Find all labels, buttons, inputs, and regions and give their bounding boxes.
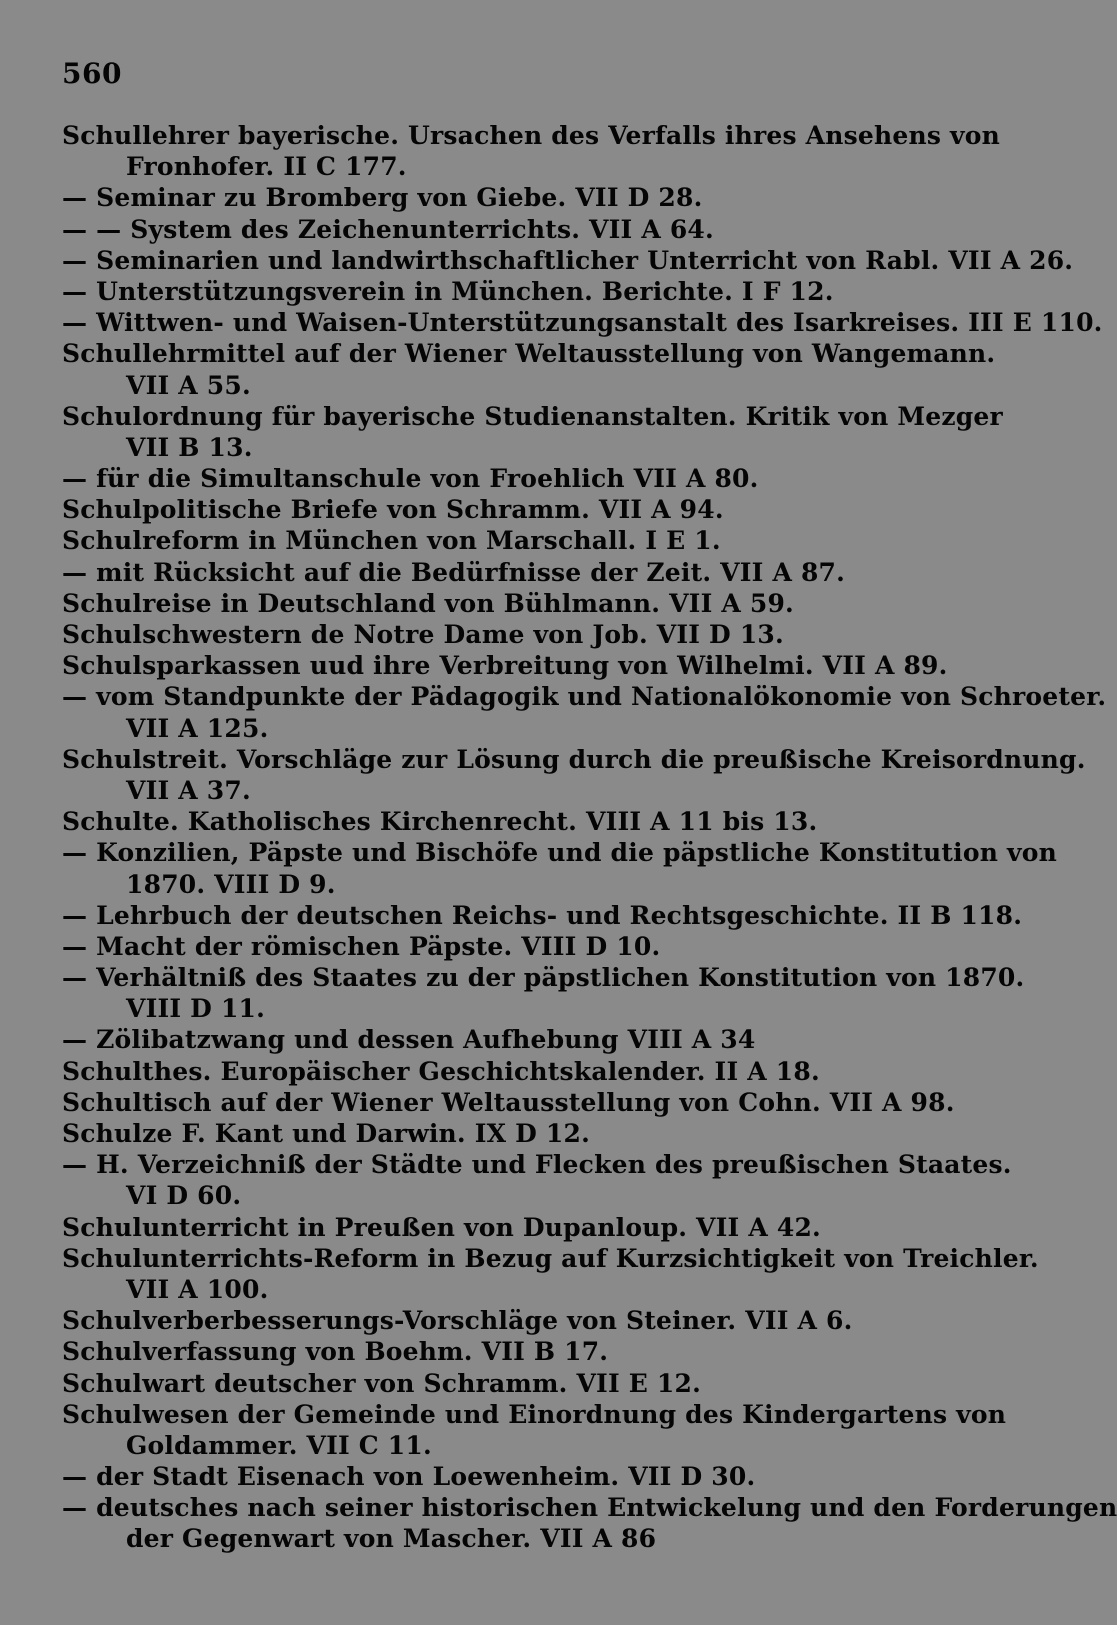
index-entry-line: Schulwart deutscher von Schramm. VII E 12. — [62, 1368, 701, 1398]
index-entry-continuation: VII A 125. — [126, 713, 269, 743]
index-entry-line: Schulthes. Europäischer Geschichtskalender. II A 18. — [62, 1056, 820, 1086]
index-entry-line: Schulstreit. Vorschläge zur Lösung durch die preußische Kreisordnung. — [62, 744, 1086, 774]
index-entry-continuation: Fronhofer. II C 177. — [126, 152, 407, 182]
index-entry-line: — Verhältniß des Staates zu der päpstlichen Konstitution von 1870. — [62, 963, 1025, 993]
index-entry-line: Schulreise in Deutschland von Bühlmann. VII A 59. — [62, 588, 794, 618]
index-entry-line: Schultisch auf der Wiener Weltausstellung von Cohn. VII A 98. — [62, 1087, 955, 1117]
page-number: 560 — [62, 57, 122, 90]
index-entry-line: — vom Standpunkte der Pädagogik und Nationalökonomie von Schroeter. — [62, 682, 1107, 712]
index-entry-line: Schulunterrichts-Reform in Bezug auf Kurzsichtigkeit von Treichler. — [62, 1243, 1039, 1273]
index-entry-continuation: VII B 13. — [126, 432, 253, 462]
index-entry-continuation: VI D 60. — [126, 1181, 242, 1211]
index-entry-continuation: VIII D 11. — [126, 994, 266, 1024]
index-entry-line: Schulsparkassen uud ihre Verbreitung von Wilhelmi. VII A 89. — [62, 651, 948, 681]
index-entry-line: Schulschwestern de Notre Dame von Job. VII D 13. — [62, 620, 784, 649]
index-entry-continuation: VII A 55. — [126, 370, 251, 400]
index-entry-line: — Seminar zu Bromberg von Giebe. VII D 28. — [62, 183, 703, 213]
index-entry-line: Schulte. Katholisches Kirchenrecht. VIII A 11 bis 13. — [62, 807, 818, 837]
index-entry-continuation: VII A 100. — [126, 1274, 269, 1304]
index-entry-line: Schulwesen der Gemeinde und Einordnung des Kindergartens von — [62, 1399, 1007, 1429]
index-entry-line: — Unterstützungsverein in München. Berichte. I F 12. — [62, 276, 834, 306]
index-entry-line: Schulverfassung von Boehm. VII B 17. — [62, 1337, 609, 1367]
index-entry-line: — Konzilien, Päpste und Bischöfe und die päpstliche Konstitution von — [62, 838, 1057, 868]
index-entry-line: — mit Rücksicht auf die Bedürfnisse der Zeit. VII A 87. — [62, 557, 846, 587]
index-entry-line: — H. Verzeichniß der Städte und Flecken des preußischen Staates. — [62, 1150, 1012, 1180]
index-entry-line: Schullehrer bayerische. Ursachen des Verfalls ihres Ansehens von — [62, 121, 1001, 150]
index-entry-line: — Zölibatzwang und dessen Aufhebung VIII A 34 — [62, 1025, 756, 1055]
index-entry-line: Schullehrmittel auf der Wiener Weltausstellung von Wangemann. — [62, 339, 996, 369]
index-entry-line: — — System des Zeichenunterrichts. VII A 64. — [62, 214, 714, 244]
index-entry-continuation: Goldammer. VII C 11. — [126, 1430, 432, 1460]
index-entry-line: Schulunterricht in Preußen von Dupanloup. VII A 42. — [62, 1212, 821, 1242]
index-entry-line: Schulordnung für bayerische Studienanstalten. Kritik von Mezger — [62, 401, 1003, 431]
index-entry-line: — der Stadt Eisenach von Loewenheim. VII D 30. — [62, 1462, 756, 1492]
index-entry-line: — Wittwen- und Waisen-Unterstützungsanstalt des Isarkreises. III E 110. — [62, 308, 1103, 338]
index-entry-line: Schulreform in München von Marschall. I E 1. — [62, 526, 721, 556]
index-entry-continuation: VII A 37. — [126, 775, 251, 805]
index-entries — [62, 120, 1117, 1555]
index-entry-line: Schulverberbesserungs-Vorschläge von Steiner. VII A 6. — [62, 1306, 853, 1336]
index-entry-line: Schulpolitische Briefe von Schramm. VII A 94. — [62, 495, 724, 525]
index-entry-line: — für die Simultanschule von Froehlich VII A 80. — [62, 464, 759, 494]
index-entry-line: — Macht der römischen Päpste. VIII D 10. — [62, 931, 661, 961]
index-entry-line: Schulze F. Kant und Darwin. IX D 12. — [62, 1119, 590, 1148]
index-entry-line: — deutsches nach seiner historischen Entwickelung und den Forderungen — [62, 1493, 1117, 1523]
index-entry-continuation: 1870. VIII D 9. — [126, 869, 336, 899]
index-entry-line: — Seminarien und landwirthschaftlicher Unterricht von Rabl. VII A 26. — [62, 245, 1074, 275]
index-entry-line: — Lehrbuch der deutschen Reichs- und Rechtsgeschichte. II B 118. — [62, 900, 1023, 930]
index-entry-continuation: der Gegenwart von Mascher. VII A 86 — [126, 1524, 657, 1554]
